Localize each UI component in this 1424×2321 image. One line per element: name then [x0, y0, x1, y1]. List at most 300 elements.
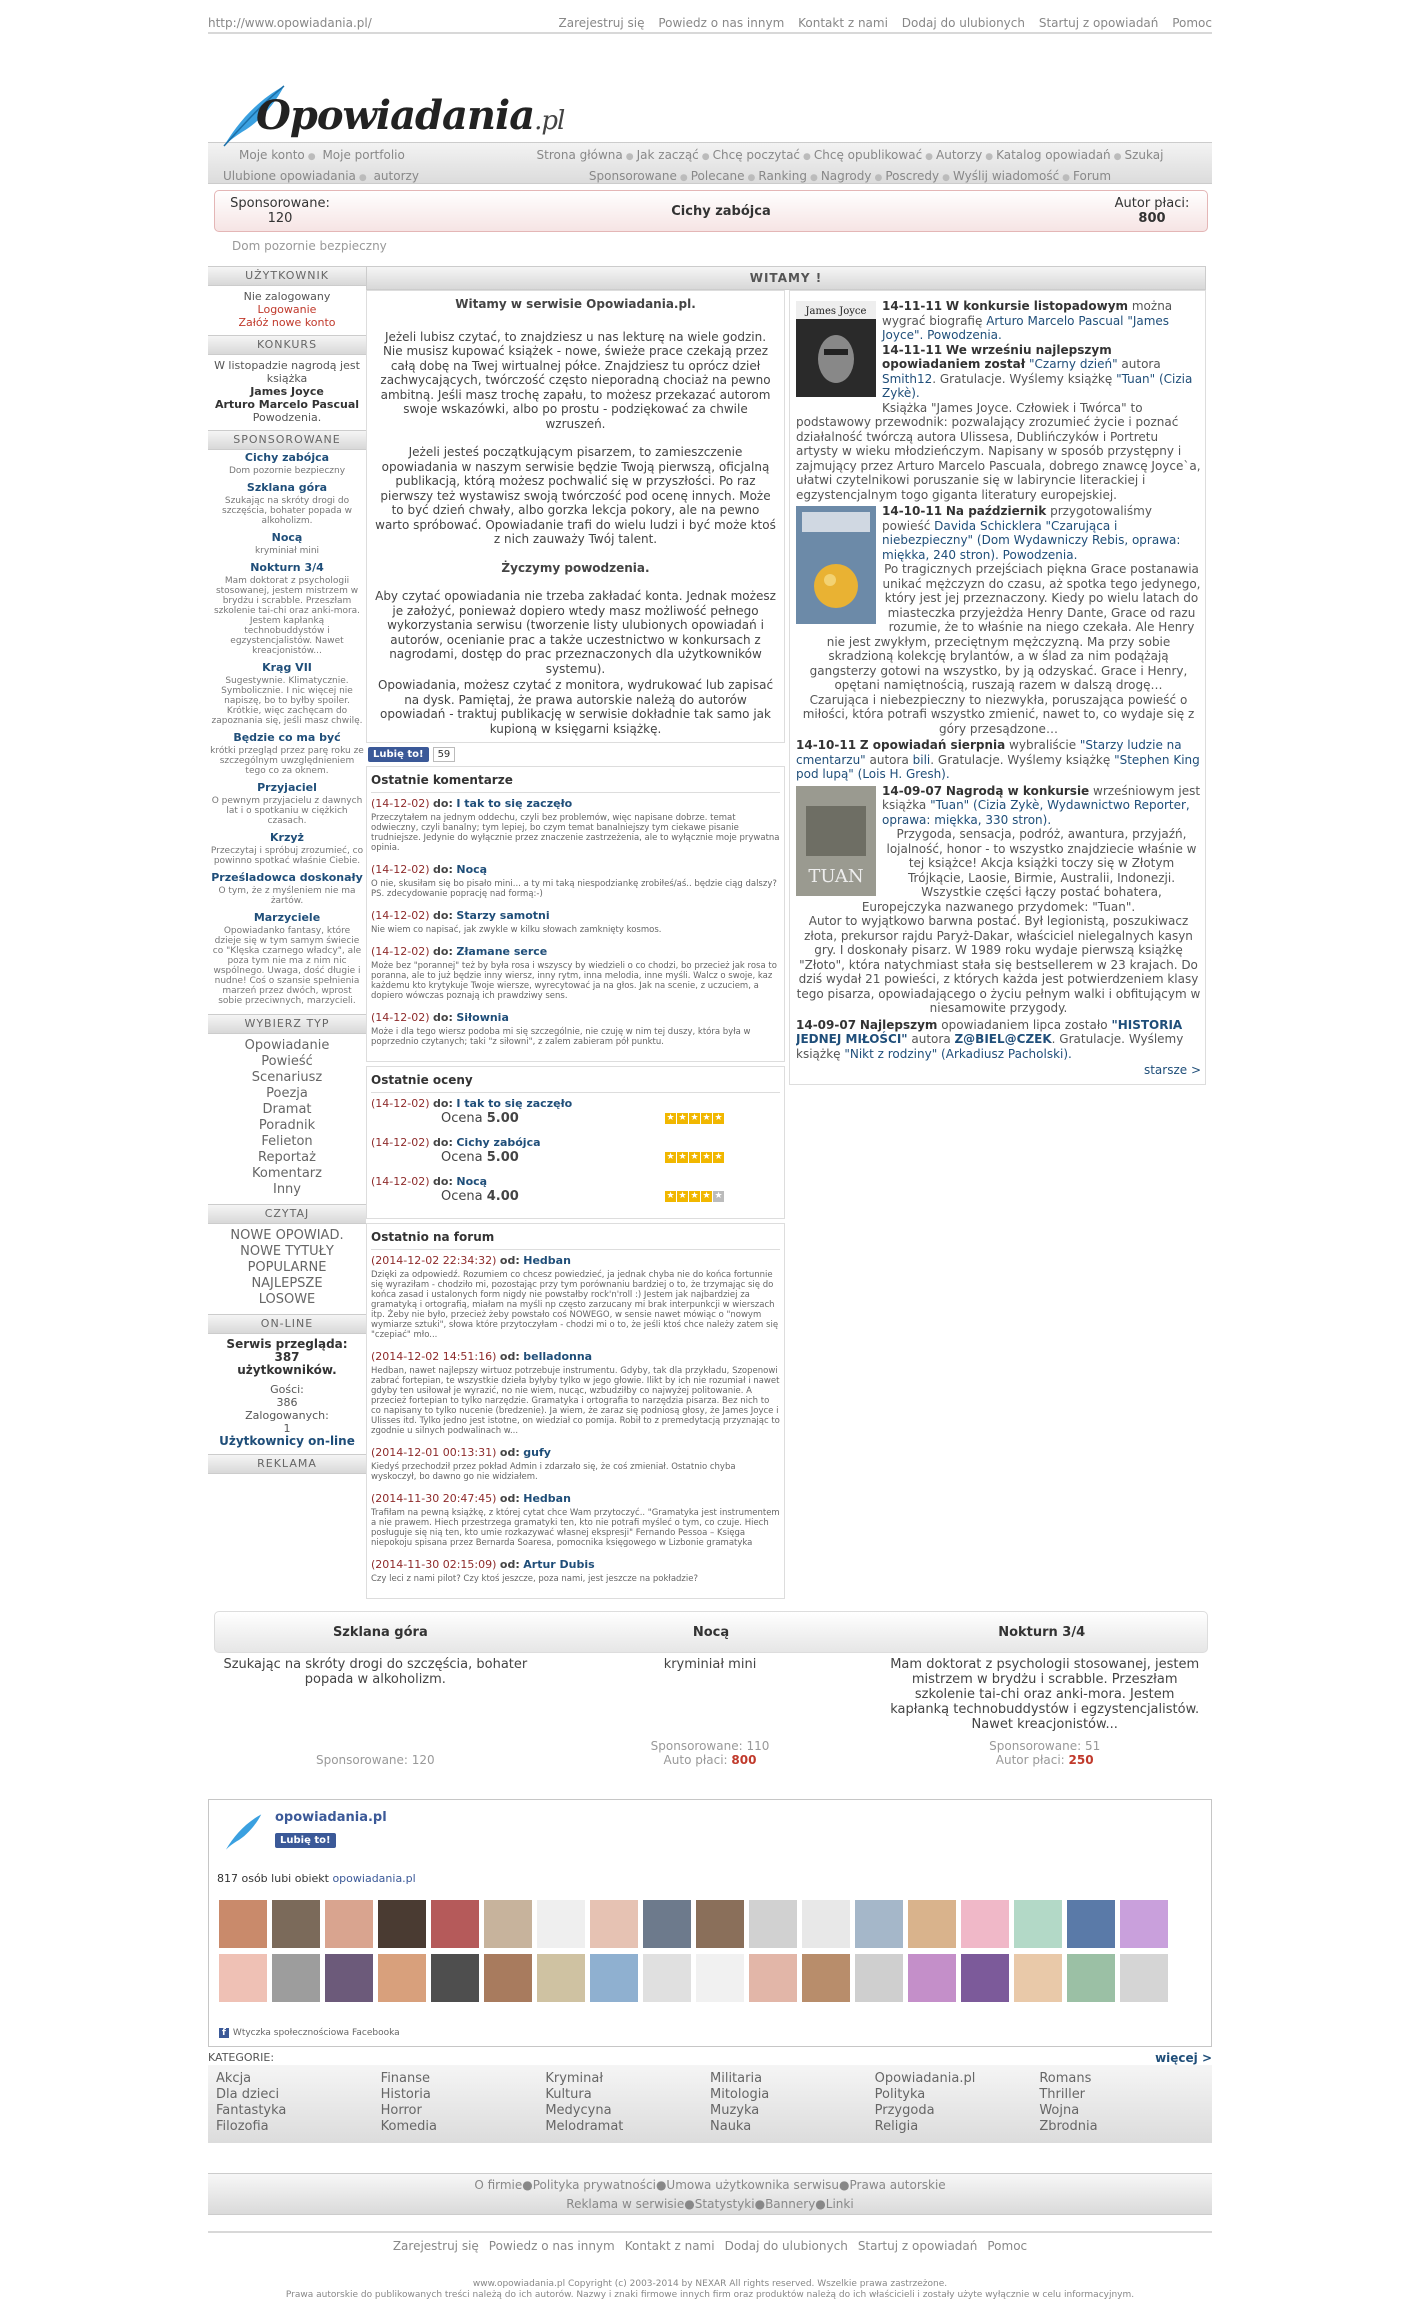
read-link[interactable]: POPULARNE — [247, 1260, 327, 1275]
fan-avatar[interactable] — [1067, 1954, 1115, 2002]
type-link[interactable]: Poezja — [266, 1086, 308, 1101]
sponsored-item — [208, 780, 366, 830]
fan-avatar[interactable] — [1014, 1954, 1062, 2002]
account-menu: Moje konto ● Moje portfolio Ulubione opowiadania ● autorzy — [223, 148, 419, 183]
top-link-homepage[interactable]: Startuj z opowiadań — [1038, 16, 1159, 30]
fan-avatar[interactable] — [908, 1954, 956, 2002]
footer-link[interactable]: Startuj z opowiadań — [857, 2239, 978, 2253]
rating-score — [441, 1189, 519, 1204]
menu-item-3[interactable]: Chcę opublikować — [813, 148, 923, 162]
comment-to: do: — [433, 1011, 453, 1024]
type-link[interactable]: Dramat — [262, 1102, 312, 1117]
bottom-sponsored-title-2[interactable]: Nocą — [692, 1624, 730, 1640]
fan-avatar[interactable] — [1014, 1900, 1062, 1948]
fan-avatar[interactable] — [219, 1900, 267, 1948]
category-link[interactable]: Dla dzieci — [216, 2087, 280, 2102]
author-pays-value: 800 — [1138, 211, 1166, 226]
menu-item-0[interactable]: Sponsorowane — [588, 169, 677, 183]
footer-menu-item-1[interactable]: Statystyki — [694, 2197, 755, 2211]
svg-text:TUAN: TUAN — [808, 865, 864, 887]
menu-my-portfolio[interactable]: Moje portfolio — [322, 148, 405, 162]
category-link[interactable]: Mitologia — [710, 2087, 770, 2102]
category-link[interactable]: Militaria — [710, 2071, 763, 2086]
fan-avatar[interactable] — [431, 1954, 479, 2002]
forum-item — [371, 1254, 780, 1340]
news-item: TUAN 14-09-07 Nagrodą w konkursie wrześniowym jest książka "Tuan" (Cizia Zykè, Wydawnictwo Reporter, oprawa: miękka, 330 stron). Przygoda, sensacja, podróż, awantura, przyjaźń, lojalność, honor - to wszystko znajdziecie właśnie w tej książce! Akcja książki toczy się w Złotym Trójkącie, Laosie, Birmie, Australii, Indonezji. Wszystkie części łączy postać bohatera, Europejczyka nazwanego przydomek: "Tuan". Autor to wyjątkowo barwna postać. Był legionistą, poszukiwacz złota, prekursor rajdu Paryż-Dakar, właściciel nielegalnych kasyn gry. I doskonały pisarz. W 1989 roku wydaje pierwszą książkę "Złoto", która natychmiast stała się bestsellerem w 23 krajach. Do dziś wydał 21 powieści, z których każda jest potwierdzeniem klasy tego pisarza, opowiadającego o życiu pełnym walki i obfitującym w niesamowite przygody. — [796, 783, 1201, 1015]
online-users-link[interactable]: Użytkownicy on-line — [219, 1434, 355, 1448]
welcome-p4: Aby czytać opowiadania nie trzeba zakładać konta. Jednak możesz je założyć, ponieważ dopiero wtedy masz możliwość pełnego wykorzystania serwisu (tworzenie listy ulubionych opowiadań i autorów, ocenianie prac a także uczestnictwo w konkursach z nagrodami, dostęp do prac przeznaczonych dla użytkowników systemu). — [375, 589, 776, 676]
fb-like-count: 59 — [433, 747, 456, 762]
star-icon: ★ — [678, 1152, 687, 1162]
forum-text: Trafiłam na pewną książkę, z której cytat chce Wam przytoczyć.. "Gramatyka jest instrumentem a nie prawem. Hiech przestrzega gramatyki ten, kto nie potrafi myśleć o tym, co czuje. Hiech posługuje się nią ten, kto umie rozkazywać własnej ekspresji" Fernando Pessoa – Księga niepokoju spisana przez Bernarda Soaresa, pomocnika księgowego w Lizbonie gramatyka — [371, 1508, 780, 1548]
sponsored-item — [208, 870, 366, 910]
read-header: CZYTAJ — [208, 1204, 366, 1224]
welcome-box — [366, 290, 785, 743]
comment-date: (14-12-02) — [371, 1011, 430, 1024]
logged-count: 1 — [283, 1422, 291, 1435]
star-icon: ★ — [714, 1113, 723, 1123]
top-bar — [208, 16, 1212, 34]
rating-to: do: — [433, 1097, 453, 1110]
menu-item-5[interactable]: Wyślij wiadomość — [953, 169, 1060, 183]
footer-link[interactable]: Kontakt z nami — [624, 2239, 715, 2253]
type-link[interactable]: Poradnik — [258, 1118, 316, 1133]
news-link[interactable]: "Starzy ludzie na cmentarzu" — [796, 738, 1182, 767]
fb-plugin-footer: f Wtyczka społecznościowa Facebooka — [219, 2028, 400, 2038]
feather-logo-icon — [219, 1812, 267, 1852]
fan-avatar[interactable] — [749, 1900, 797, 1948]
comment-text: Przeczytałem na jednym oddechu, czyli bez problemów, więc napisane dobrze. temat odwieczny, czyli banalny; tym lepiej, bo czym temat banalniejszy tym ciekawe pisanie trudniejsze. Jedynie do wyłącznie przez znaczenie zastrzeżenia, ale to wyłącznie moje prywatna opinia. — [371, 813, 780, 853]
news-item: 14-10-11 Z opowiadań sierpnia wybraliście "Starzy ludzie na cmentarzu" autora bili. Gratulacje. Wyślemy książkę "Stephen King pod lupą" (Lois H. Gresh). — [796, 738, 1200, 781]
forum-user-link[interactable]: gufy — [523, 1446, 551, 1459]
bottom-sponsored-desc: kryminiał mini — [663, 1657, 757, 1672]
type-link[interactable]: Inny — [272, 1182, 301, 1197]
site-menu — [488, 143, 1212, 183]
sponsored-item-title[interactable]: Będzie co ma być — [233, 731, 341, 744]
fb-like-button[interactable]: Lubię to! — [368, 747, 429, 762]
comment-date: (14-12-02) — [371, 863, 430, 876]
fb-faces — [219, 1900, 1189, 2008]
category-link[interactable]: Nauka — [710, 2119, 752, 2134]
forum-item — [371, 1350, 780, 1436]
footer-menu-item-1[interactable]: Polityka prywatności — [532, 2178, 656, 2192]
rating-stars — [664, 1113, 724, 1124]
contest-author[interactable]: Arturo Marcelo Pascual — [214, 398, 360, 411]
fb-page-link[interactable]: opowiadania.pl — [332, 1872, 416, 1885]
bottom-sponsored-desc: Mam doktorat z psychologii stosowanej, jestem mistrzem w brydżu i scrabble. Przeszłam szkolenie tai-chi oraz anki-mora. Jestem kapłanką technobuddystów i egzystencjalistów. Nawet kreacjonistów... — [890, 1657, 1200, 1732]
menu-item-2[interactable]: Ranking — [758, 169, 807, 183]
category-link[interactable]: Wojna — [1039, 2103, 1080, 2118]
sponsored-item-desc: kryminiał mini — [254, 546, 320, 556]
welcome-p3: Życzymy powodzenia. — [501, 560, 650, 575]
rating-stars — [664, 1191, 724, 1202]
fan-avatar[interactable] — [749, 1954, 797, 2002]
fan-avatar[interactable] — [484, 1900, 532, 1948]
menu-item-6[interactable]: Szukaj — [1124, 148, 1164, 162]
category-link[interactable]: Polityka — [874, 2087, 926, 2102]
category-link[interactable]: Horror — [380, 2103, 422, 2118]
guests-count: 386 — [276, 1396, 298, 1409]
footer-link[interactable]: Dodaj do ulubionych — [724, 2239, 848, 2253]
contest-end: Powodzenia. — [252, 411, 322, 424]
category-link[interactable]: Kryminał — [545, 2071, 604, 2086]
menu-separator-icon: ● — [1062, 173, 1071, 183]
news-body: Przygoda, sensacja, podróż, awantura, przyjaźń, lojalność, honor - to wszystko znajdziecie właśnie w tej książce! Akcja książki toczy się w Złotym Trójkącie, Laosie, Birmie, Australii, Indonezji. Wszystkie części łączy postać bohatera, Europejczyka nazwanego przydomek: "Tuan". Autor to wyjątkowo barwna postać. Był legionistą, poszukiwacz złota, prekursor rajdu Paryż-Dakar, właściciel nielegalnych kasyn gry. I doskonały pisarz. W 1989 roku wydaje pierwszą książkę "Złoto", która natychmiast stała się bestsellerem w 23 krajach. Do dziś wydał 21 powieści, z których każda jest potwierdzeniem klasy tego pisarza, opowiadającego o życiu pełnym walki i obfitującym w niesamowite przygody. — [796, 827, 1201, 1015]
news-link[interactable]: Smith12 — [882, 371, 933, 386]
forum-box — [366, 1223, 785, 1599]
fan-avatar[interactable] — [1067, 1900, 1115, 1948]
not-logged-text: Nie zalogowany — [243, 290, 331, 303]
forum-date: (2014-11-30 20:47:45) — [371, 1492, 497, 1505]
type-link[interactable]: Scenariusz — [251, 1070, 323, 1085]
comment-text: Nie wiem co napisać, jak zwykle w kilku słowach zamknięty kosmos. — [371, 925, 662, 935]
bottom-sponsored-count: Sponsorowane: 51 — [989, 1739, 1101, 1753]
menu-favorite-authors[interactable]: autorzy — [373, 169, 419, 183]
comment-text: Może i dla tego wiersz podoba mi się szczególnie, nie czuję w nim tej duszy, która była w poprzednio czytanych; taki "z siłowni", z zalem zabieram pół punktu. — [371, 1027, 751, 1047]
star-icon: ★ — [690, 1113, 699, 1123]
comment-item — [371, 1011, 780, 1047]
category-link[interactable]: Kultura — [545, 2087, 592, 2102]
fan-avatar[interactable] — [643, 1900, 691, 1948]
forum-user-link[interactable]: Hedban — [523, 1254, 571, 1267]
copyright: www.opowiadania.pl Copyright (c) 2003-2014 by NEXAR All rights reserved. Wszelkie prawa zastrzeżone. Prawa autorskie do publikowanych treści należą do ich autorów. Nazwy i znaki firmowe innych firm oraz produktów należą do ich właścicieli i zostały użyte wyłącznie w celu informacyjnym. — [285, 2279, 1135, 2300]
footer-links — [208, 2231, 1212, 2253]
news-link[interactable]: "Nikt z rodziny" (Arkadiusz Pacholski). — [844, 1046, 1072, 1061]
online-users-label: użytkowników. — [237, 1363, 337, 1377]
category-link[interactable]: Komedia — [380, 2119, 437, 2134]
svg-text:James Joyce: James Joyce — [805, 306, 867, 317]
fan-avatar[interactable] — [855, 1900, 903, 1948]
sponsored-item-title[interactable]: Prześladowca doskonały — [211, 871, 363, 884]
online-count: 387 — [274, 1350, 300, 1364]
sponsored-item-desc: O pewnym przyjacielu z dawnych lat i o spotkaniu w ciężkich czasach. — [211, 796, 363, 826]
news-link[interactable]: "Tuan" (Cizia Zykè). — [882, 371, 1193, 400]
read-link[interactable]: NOWE TYTUŁY — [240, 1244, 334, 1259]
menu-separator-icon: ● — [522, 2178, 533, 2192]
sponsored-count: 120 — [267, 211, 293, 226]
fan-avatar[interactable] — [219, 1954, 267, 2002]
welcome-header: WITAMY ! — [366, 266, 1206, 290]
sponsored-item-title[interactable]: Krzyż — [270, 831, 304, 844]
rating-value: 4.00 — [486, 1189, 519, 1204]
comment-story-link[interactable]: Siłownia — [456, 1011, 509, 1024]
book-cover-joyce-icon[interactable] — [796, 301, 876, 397]
fan-avatar[interactable] — [537, 1954, 585, 2002]
menu-separator-icon: ● — [803, 152, 811, 162]
forum-user-link[interactable]: belladonna — [523, 1350, 593, 1363]
contest-text: W listopadzie nagrodą jest książka — [214, 359, 360, 385]
ratings-box — [366, 1066, 785, 1219]
star-icon: ★ — [666, 1191, 675, 1201]
news-date: 14-11-11 — [882, 299, 943, 313]
bottom-sponsored-title-1[interactable]: Szklana góra — [332, 1624, 428, 1640]
fan-avatar[interactable] — [908, 1900, 956, 1948]
type-link[interactable]: Reportaż — [258, 1150, 316, 1165]
menu-separator-icon: ● — [655, 2178, 667, 2192]
rating-score — [441, 1150, 519, 1165]
older-news-link[interactable]: starsze > — [1143, 1063, 1201, 1077]
menu-separator-icon: ● — [701, 152, 710, 162]
footer-link[interactable]: Powiedz o nas innym — [488, 2239, 615, 2253]
sponsored-item-title[interactable]: Cichy zabójca — [244, 451, 330, 464]
footer-menu-item-0[interactable]: Reklama w serwisie — [566, 2197, 685, 2211]
sponsored-banner[interactable] — [214, 190, 1208, 232]
rating-value: 5.00 — [486, 1150, 519, 1165]
footer-menu-item-2[interactable]: Bannery — [765, 2197, 816, 2211]
comment-item — [371, 797, 780, 853]
author-pays-label: Autor płaci: — [1114, 196, 1190, 211]
category-link[interactable]: Muzyka — [710, 2103, 760, 2118]
footer-menu — [208, 2173, 1212, 2215]
menu-item-6[interactable]: Forum — [1073, 169, 1112, 183]
read-link[interactable]: NAJLEPSZE — [251, 1276, 323, 1291]
fb-page-like-button[interactable]: Lubię to! — [275, 1833, 336, 1848]
news-link[interactable]: "HISTORIA JEDNEJ MIŁOŚCI" — [796, 1017, 1183, 1046]
fan-avatar[interactable] — [325, 1954, 373, 2002]
bottom-sponsored-details: Szukając na skróty drogi do szczęścia, bohater popada w alkoholizm. Sponsorowane: 120 kryminiał mini Sponsorowane: 110 Auto płaci: 800 Mam doktorat z psychologii stosowanej, jestem mistrzem w brydżu i scrabble. Przeszłam szkolenie tai-chi oraz anki-mora. Jestem kapłanką technobuddystów i egzystencjalistów. Nawet kreacjonistów... Sponsorowane: 51 Autor płaci: 250 — [208, 1653, 1212, 1767]
rating-story-link[interactable]: I tak to się zaczęło — [456, 1097, 573, 1110]
contest-header: KONKURS — [208, 335, 366, 355]
fan-avatar[interactable] — [961, 1900, 1009, 1948]
category-link[interactable]: Thriller — [1039, 2087, 1086, 2102]
category-link[interactable]: Fantastyka — [216, 2103, 287, 2118]
menu-separator-icon: ● — [925, 152, 934, 162]
fan-avatar[interactable] — [590, 1900, 638, 1948]
menu-item-1[interactable]: Jak zacząć — [636, 148, 699, 162]
comment-story-link[interactable]: I tak to się zaczęło — [456, 797, 573, 810]
welcome-p1: Jeżeli lubisz czytać, to znajdziesz u nas lekturę na wiele godzin. Nie musisz kupować książek - nowe, świeże prace czekają przez całą dobę na Twej wirtualnej półce. Znajdziesz tu oprócz dzieł zachwycających, twórczość często nieporadną chociaż na pewno ambitną. Jeśli masz trochę zapału, to możesz przekazać autorom swoje wskazówki, albo po prostu - podziękować za chwile wzruszeń. — [380, 329, 771, 431]
fan-avatar[interactable] — [272, 1900, 320, 1948]
rating-story-link[interactable]: Cichy zabójca — [456, 1136, 541, 1149]
rating-label: Ocena — [441, 1111, 487, 1126]
comment-text: Może bez "porannej" też by była rosa i wszyscy by wiedzieli o co chodzi, bo przecież jak rosa to poranna, ale to już będzie inny wiersz, inny rytm, inna melodia, inne myśli. Walcz o swoje, kaz każdemu kto krytykuje Twoje wiersze, wyrecytować ja na głos. Jak na scenie, z uczuciem, a dopiero wówczas poznają ich prawdziwy sens. — [371, 961, 777, 1001]
fan-avatar[interactable] — [537, 1900, 585, 1948]
categories-grid — [208, 2065, 1212, 2143]
welcome-title: Witamy w serwisie Opowiadania.pl. — [455, 297, 696, 311]
site-url[interactable]: http://www.opowiadania.pl/ — [208, 16, 372, 30]
bottom-sponsored-bar — [214, 1611, 1208, 1653]
forum-item — [371, 1492, 780, 1548]
menu-item-1[interactable]: Polecane — [690, 169, 745, 183]
category-link[interactable]: Romans — [1039, 2071, 1092, 2086]
forum-date: (2014-12-02 22:34:32) — [371, 1254, 497, 1267]
star-icon: ★ — [714, 1152, 723, 1162]
menu-item-2[interactable]: Chcę poczytać — [712, 148, 801, 162]
book-cover-tuan-icon[interactable] — [796, 786, 876, 896]
forum-item — [371, 1558, 780, 1584]
menu-separator-icon: ● — [942, 173, 950, 183]
footer-menu-item-3[interactable]: Linki — [825, 2197, 854, 2211]
left-sidebar — [208, 266, 366, 1599]
comments-header: Ostatnie komentarze — [371, 771, 780, 793]
fan-avatar[interactable] — [855, 1954, 903, 2002]
menu-separator-icon: ● — [839, 2178, 850, 2192]
sponsored-item-desc: Opowiadanko fantasy, które dzieje się w tym samym świecie co "Klęska czarnego władcy", ale poza tym nie ma z nim nic wspólnego. Uwaga, dość długie i nudne! Coś o szansie spełnienia marzeń przez dwóch, wprost sobie przeciwnych, marzycieli. — [212, 926, 362, 1006]
comment-text: O nie, skusiłam się bo pisało mini... a ty mi taką niespodziankę zrobiłeś/aś.. będzie ciąg dalszy? PS. zdecydowanie poprację nad formą:-) — [371, 879, 777, 899]
sponsored-item — [208, 910, 366, 1010]
category-link[interactable]: Filozofia — [216, 2119, 269, 2134]
footer-menu-item-0[interactable]: O firmie — [474, 2178, 523, 2192]
fan-avatar[interactable] — [802, 1900, 850, 1948]
category-link[interactable]: Akcja — [216, 2071, 252, 2086]
sponsored-item-desc: Sugestywnie. Klimatycznie. Symbolicznie. I nic więcej nie napiszę, bo to byłby spoiler. Krótkie, więc zachęcam do zapoznania się, jeśli masz chwilę. — [211, 676, 363, 726]
comments-box — [366, 766, 785, 1062]
sponsored-subtitle: Dom pozornie bezpieczny — [232, 239, 387, 253]
comment-story-link[interactable]: Starzy samotni — [456, 909, 550, 922]
fan-avatar[interactable] — [696, 1900, 744, 1948]
sponsored-item — [208, 560, 366, 660]
rating-label: Ocena — [441, 1150, 487, 1165]
fan-avatar[interactable] — [696, 1954, 744, 2002]
category-link[interactable]: Przygoda — [874, 2103, 935, 2118]
top-link-contact[interactable]: Kontakt z nami — [798, 16, 888, 30]
category-link[interactable]: Zbrodnia — [1039, 2119, 1098, 2134]
category-link[interactable]: Medycyna — [545, 2103, 612, 2118]
menu-separator-icon: ● — [815, 2197, 826, 2211]
type-link[interactable]: Powieść — [261, 1054, 313, 1069]
news-link[interactable]: "Stephen King pod lupą" (Lois H. Gresh). — [796, 752, 1200, 781]
login-link[interactable]: Logowanie — [257, 303, 317, 316]
top-link-tell-others[interactable]: Powiedz o nas innym — [658, 16, 785, 30]
rating-date: (14-12-02) — [371, 1097, 430, 1110]
fan-avatar[interactable] — [1120, 1900, 1168, 1948]
sponsored-item-title[interactable]: Krąg VII — [262, 661, 312, 674]
comment-date: (14-12-02) — [371, 797, 430, 810]
menu-separator-icon: ● — [679, 173, 688, 183]
online-label: Serwis przegląda: — [226, 1337, 348, 1351]
rating-date: (14-12-02) — [371, 1175, 430, 1188]
fb-page-name[interactable]: opowiadania.pl — [275, 1810, 387, 1825]
top-link-help[interactable]: Pomoc — [1172, 16, 1212, 30]
categories-more[interactable]: więcej > — [1155, 2051, 1212, 2065]
fan-avatar[interactable] — [484, 1954, 532, 2002]
forum-user-link[interactable]: Artur Dubis — [523, 1558, 595, 1571]
read-link[interactable]: LOSOWE — [258, 1292, 316, 1307]
sponsored-item-title[interactable]: Przyjaciel — [257, 781, 317, 794]
category-link[interactable]: Religia — [874, 2119, 919, 2134]
comment-to: do: — [433, 945, 453, 958]
type-link[interactable]: Opowiadanie — [244, 1038, 330, 1053]
rating-item — [371, 1136, 780, 1165]
top-link-register[interactable]: Zarejestruj się — [558, 16, 645, 30]
fan-avatar[interactable] — [325, 1900, 373, 1948]
logo-text[interactable]: Opowiadania.pl — [256, 92, 565, 139]
category-link[interactable]: Finanse — [380, 2071, 431, 2086]
sponsored-item-title[interactable]: Nocą — [271, 531, 303, 544]
forum-header: Ostatnio na forum — [371, 1228, 780, 1250]
main-menu — [208, 142, 1212, 184]
forum-from: od: — [499, 1446, 520, 1459]
bottom-sponsored-pay: 800 — [731, 1753, 757, 1767]
news-link[interactable]: Z@BIEL@CZEK — [954, 1032, 1052, 1046]
fan-avatar[interactable] — [643, 1954, 691, 2002]
categories-label: KATEGORIE: — [208, 2051, 275, 2064]
type-link[interactable]: Felieton — [261, 1134, 313, 1149]
footer-menu-item-3[interactable]: Prawa autorskie — [849, 2178, 946, 2192]
news-link[interactable]: bili — [912, 752, 931, 767]
comment-to: do: — [433, 863, 453, 876]
forum-user-link[interactable]: Hedban — [523, 1492, 571, 1505]
category-link[interactable]: Historia — [380, 2087, 431, 2102]
fan-avatar[interactable] — [802, 1954, 850, 2002]
forum-from: od: — [499, 1558, 520, 1571]
rating-story-link[interactable]: Nocą — [456, 1175, 488, 1188]
sponsored-item-title[interactable]: Nokturn 3/4 — [250, 561, 324, 574]
fan-avatar[interactable] — [378, 1900, 426, 1948]
comment-item — [371, 945, 780, 1001]
news-link[interactable]: "Tuan" (Cizia Zykè, Wydawnictwo Reporter, oprawa: miękka, 330 stron). — [882, 798, 1190, 827]
news-link[interactable]: "Czarny dzień" — [1029, 357, 1118, 371]
menu-item-4[interactable]: Poscredy — [885, 169, 940, 183]
top-link-favorites[interactable]: Dodaj do ulubionych — [901, 16, 1025, 30]
logged-label: Zalogowanych: — [245, 1409, 329, 1422]
menu-item-3[interactable]: Nagrody — [820, 169, 872, 183]
star-icon: ★ — [678, 1113, 687, 1123]
star-icon: ★ — [678, 1191, 687, 1201]
sponsored-item — [208, 730, 366, 780]
fan-avatar[interactable] — [590, 1954, 638, 2002]
ads-header: REKLAMA — [208, 1454, 366, 1474]
category-link[interactable]: Opowiadania.pl — [874, 2071, 976, 2086]
fan-avatar[interactable] — [378, 1954, 426, 2002]
fan-avatar[interactable] — [272, 1954, 320, 2002]
forum-from: od: — [499, 1350, 520, 1363]
facebook-likebox — [208, 1799, 1212, 2047]
star-icon: ★ — [666, 1152, 675, 1162]
comment-story-link[interactable]: Złamane serce — [456, 945, 548, 958]
register-link[interactable]: Załóż nowe konto — [238, 316, 336, 329]
fan-avatar[interactable] — [1120, 1954, 1168, 2002]
footer-link[interactable]: Pomoc — [987, 2239, 1028, 2253]
sponsored-item-title[interactable]: Szklana góra — [246, 481, 328, 494]
menu-separator-icon: ● — [684, 2197, 695, 2211]
sponsored-item — [208, 450, 366, 480]
footer-menu-item-2[interactable]: Umowa użytkownika serwisu — [666, 2178, 840, 2192]
sponsored-item — [208, 530, 366, 560]
news-body: Po tragicznych przejściach piękna Grace postanawia unikać mężczyzn do czasu, aż spotka tego jedynego, który jest jej przeznaczony. Kiedy po wielu latach do miasteczka przyjeżdża Henry Dante, Grace od razu rozumie, że to właśnie na niego czekała. Ale Henry nie jest zwykłym, przeciętnym mężczyzną. Ma przy sobie skradzioną kolekcję brylantów, a w ślad za nim podążają gangsterzy gotowi na wszystko, by ją odzyskać. Grace i Henry, opętani namiętnością, ruszają razem w dalszą drogę… Czarująca i niebezpieczny to niezwykła, poruszająca powieść o miłości, która potrafi wszystko zmienić, nawet to, co wydaje się z góry przesądzone… — [802, 562, 1201, 736]
news-link[interactable]: Davida Schicklera "Czarująca i niebezpieczny" (Dom Wydawniczy Rebis, oprawa: miękka, 240 stron). Powodzenia. — [882, 518, 1181, 562]
book-cover-lemon-icon[interactable] — [796, 506, 876, 624]
type-link[interactable]: Komentarz — [252, 1166, 322, 1181]
sponsored-title[interactable]: Cichy zabójca — [671, 203, 771, 219]
menu-favorite-stories[interactable]: Ulubione opowiadania — [223, 169, 356, 183]
footer-link[interactable]: Zarejestruj się — [392, 2239, 479, 2253]
contest-book[interactable]: James Joyce — [250, 385, 324, 398]
forum-text: Czy leci z nami pilot? Czy ktoś jeszcze, poza nami, jest jeszcze na pokładzie? — [371, 1574, 699, 1584]
rating-to: do: — [433, 1175, 453, 1188]
star-icon: ★ — [702, 1191, 711, 1201]
news-link[interactable]: Arturo Marcelo Pascual "James Joyce". Powodzenia. — [882, 313, 1170, 342]
sponsored-item-title[interactable]: Marzyciele — [253, 911, 321, 924]
sponsored-list — [208, 450, 366, 1010]
ratings-header: Ostatnie oceny — [371, 1071, 780, 1093]
fan-avatar[interactable] — [431, 1900, 479, 1948]
menu-item-5[interactable]: Katalog opowiadań — [996, 148, 1111, 162]
star-icon: ★ — [702, 1152, 711, 1162]
fan-avatar[interactable] — [961, 1954, 1009, 2002]
news-item: 14-10-11 Na październik przygotowaliśmy powieść Davida Schicklera "Czarująca i niebezpieczny" (Dom Wydawniczy Rebis, oprawa: miękka, 240 stron). Powodzenia. Po tragicznych przejściach piękna Grace postanawia unikać mężczyzn do czasu, aż spotka tego jedynego, który jest jej przeznaczony. Kiedy po wielu latach do miasteczka przyjeżdża Henry Dante, Grace od razu rozumie, że to właśnie na niego czekała. Ale Henry nie jest zwykłym, przeciętnym mężczyzną. Ma przy sobie skradzioną kolekcję brylantów, a w ślad za nim podążają gangsterzy gotowi na wszystko, by ją odzyskać. Grace i Henry, opętani namiętnością, ruszają razem w dalszą drogę… Czarująca i niebezpieczny to niezwykła, poruszająca powieść o miłości, która potrafi wszystko zmienić, nawet to, co wydaje się z góry przesądzone… — [796, 504, 1201, 736]
sponsored-item-desc: Przeczytaj i spróbuj zrozumieć, co powinno spotkać właśnie Ciebie. — [210, 846, 364, 866]
menu-item-0[interactable]: Strona główna — [536, 148, 623, 162]
read-link[interactable]: NOWE OPOWIAD. — [230, 1228, 344, 1243]
bottom-sponsored-title-3[interactable]: Nokturn 3/4 — [998, 1624, 1086, 1640]
menu-my-account[interactable]: Moje konto — [239, 148, 305, 162]
menu-item-4[interactable]: Autorzy — [936, 148, 983, 162]
category-link[interactable]: Melodramat — [545, 2119, 624, 2134]
comment-story-link[interactable]: Nocą — [456, 863, 488, 876]
rating-row — [441, 1111, 780, 1126]
user-header: UŻYTKOWNIK — [208, 266, 366, 286]
